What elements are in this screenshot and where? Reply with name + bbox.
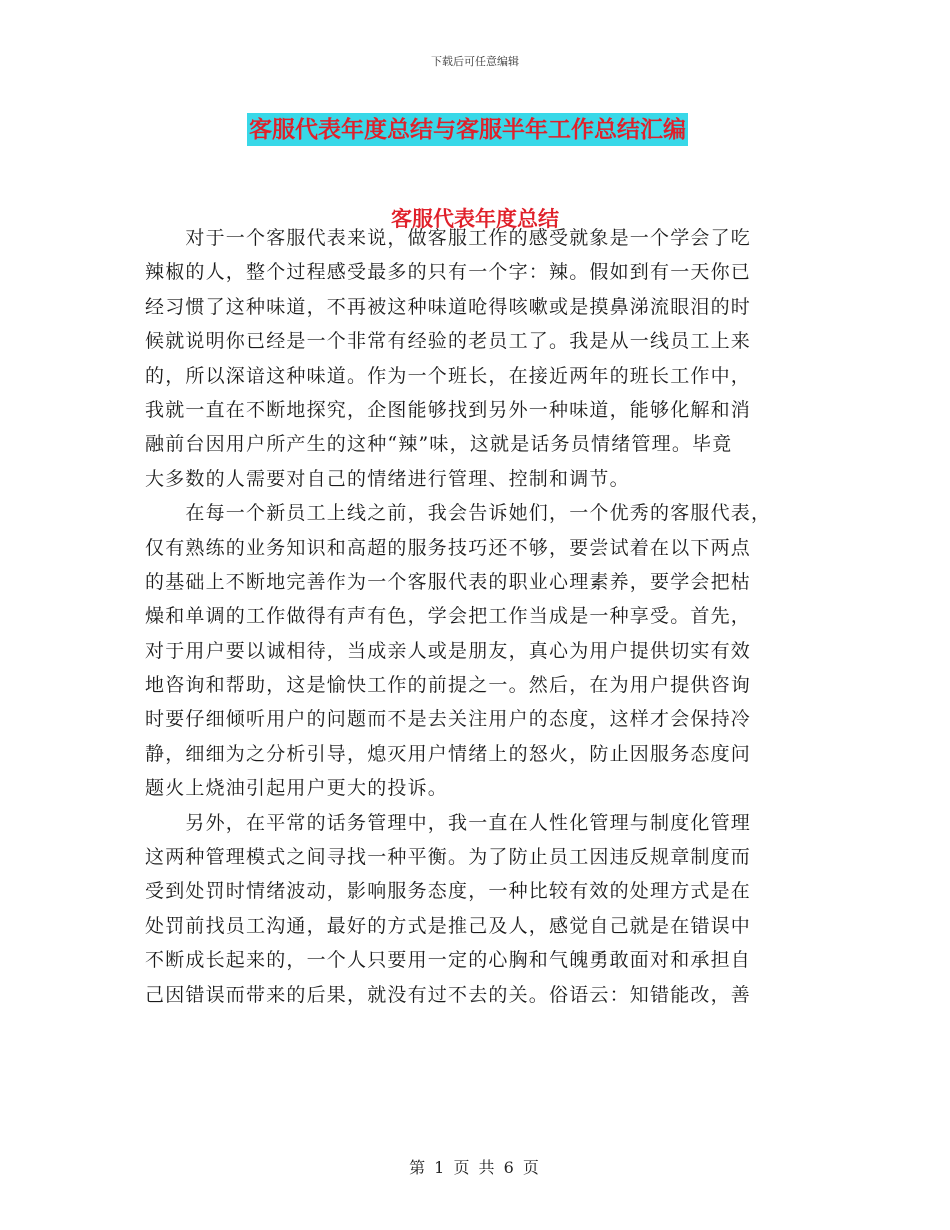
text-line: 题火上烧油引起用户更大的投诉。 bbox=[145, 777, 449, 800]
text-line: 受到处罚时情绪波动，影响服务态度，一种比较有效的处理方式是在 bbox=[145, 880, 752, 903]
text-line: 融前台因用户所产生的这种“辣”味，这就是话务员情绪管理。毕竟 bbox=[145, 433, 733, 456]
text-line: 另外，在平常的话务管理中，我一直在人性化管理与制度化管理 bbox=[145, 811, 752, 834]
text-line: 对于一个客服代表来说，做客服工作的感受就象是一个学会了吃 bbox=[145, 227, 752, 249]
document-title: 客服代表年度总结与客服半年工作总结汇编 bbox=[247, 113, 688, 146]
text-line: 候就说明你已经是一个非常有经验的老员工了。我是从一线员工上来 bbox=[145, 330, 752, 353]
text-line: 大多数的人需要对自己的情绪进行管理、控制和调节。 bbox=[145, 467, 630, 490]
page-number: 第 1 页 共 6 页 bbox=[409, 1158, 541, 1177]
text-line: 不断成长起来的，一个人只要用一定的心胸和气魄勇敢面对和承担自 bbox=[145, 949, 752, 972]
text-line: 处罚前找员工沟通，最好的方式是推己及人，感觉自己就是在错误中 bbox=[145, 914, 752, 937]
text-line: 时要仔细倾听用户的问题而不是去关注用户的态度，这样才会保持冷 bbox=[145, 708, 752, 731]
text-line: 的基础上不断地完善作为一个客服代表的职业心理素养，要学会把枯 bbox=[145, 570, 752, 593]
text-line: 在每一个新员工上线之前，我会告诉她们，一个优秀的客服代表， bbox=[145, 502, 772, 525]
text-line: 对于用户要以诚相待，当成亲人或是朋友，真心为用户提供切实有效 bbox=[145, 639, 752, 662]
text-line: 我就一直在不断地探究，企图能够找到另外一种味道，能够化解和消 bbox=[145, 398, 752, 421]
text-line: 静，细细为之分析引导，熄灭用户情绪上的怒火，防止因服务态度问 bbox=[145, 742, 752, 765]
body-text bbox=[145, 221, 805, 1012]
text-line: 的，所以深谙这种味道。作为一个班长，在接近两年的班长工作中， bbox=[145, 364, 752, 387]
text-line: 辣椒的人，整个过程感受最多的只有一个字：辣。假如到有一天你已 bbox=[145, 261, 752, 284]
text-line: 经习惯了这种味道，不再被这种味道呛得咳嗽或是摸鼻涕流眼泪的时 bbox=[145, 295, 752, 318]
text-line: 燥和单调的工作做得有声有色，学会把工作当成是一种享受。首先， bbox=[145, 605, 752, 628]
text-line: 仅有熟练的业务知识和高超的服务技巧还不够，要尝试着在以下两点 bbox=[145, 536, 752, 559]
text-line: 地咨询和帮助，这是愉快工作的前提之一。然后，在为用户提供咨询 bbox=[145, 674, 752, 697]
text-line: 这两种管理模式之间寻找一种平衡。为了防止员工因违反规章制度而 bbox=[145, 846, 752, 869]
header-note: 下载后可任意编辑 bbox=[431, 55, 519, 68]
section-title: 客服代表年度总结 bbox=[391, 206, 559, 231]
text-line: 己因错误而带来的后果，就没有过不去的关。俗语云：知错能改，善 bbox=[145, 983, 752, 1006]
